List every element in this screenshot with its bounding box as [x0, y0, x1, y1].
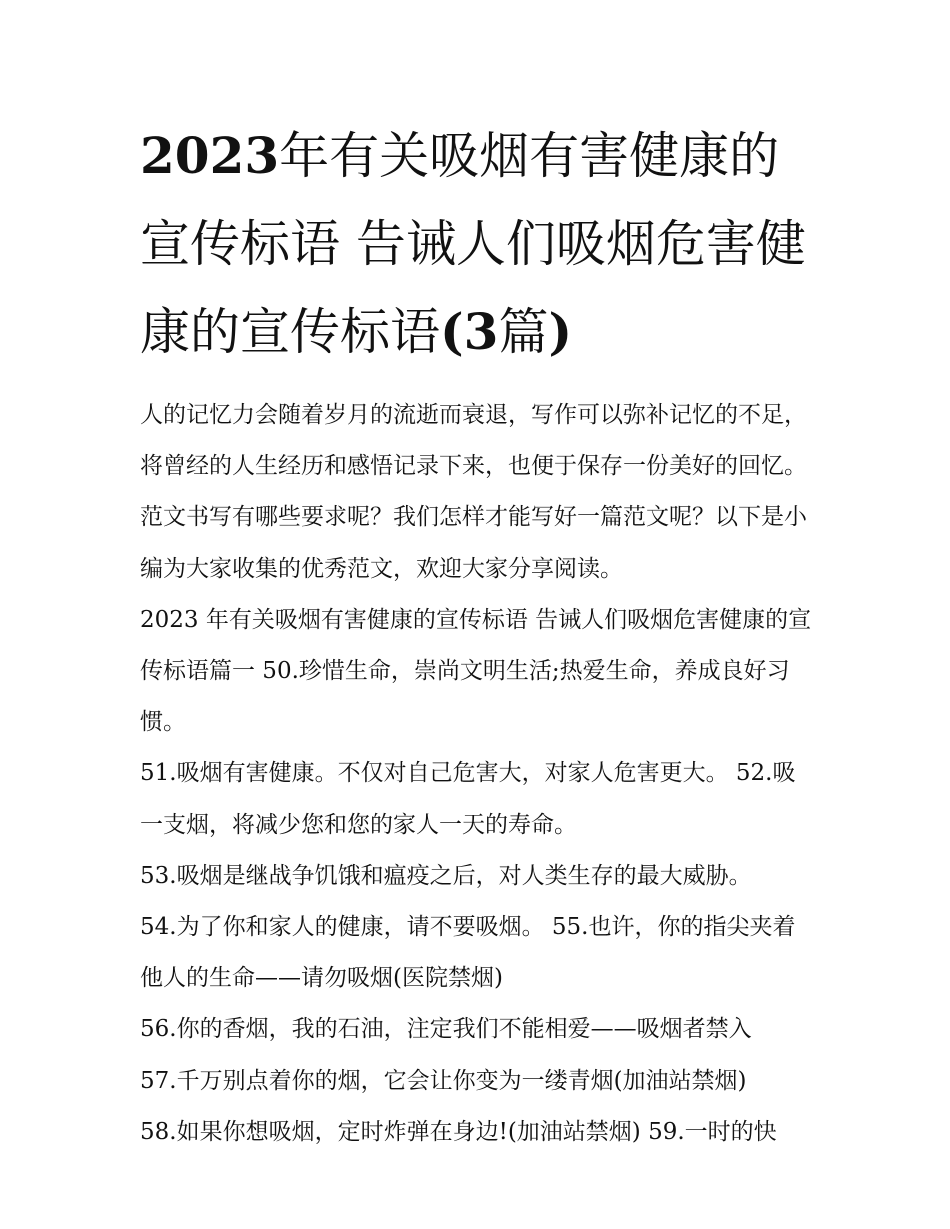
title-year: 2023	[140, 126, 280, 185]
paragraph-slogan-56: 56.你的香烟，我的石油，注定我们不能相爱——吸烟者禁入	[140, 1016, 752, 1043]
title-unit: 篇	[498, 303, 549, 361]
title-close: )	[548, 302, 573, 361]
document-page	[140, 112, 816, 1158]
title-text: 年有关吸烟有害健康的宣传标语 告诫人们吸烟危害健康的宣传标语	[140, 127, 806, 361]
title-count: (3	[440, 302, 499, 361]
paragraph-section-one: 2023 年有关吸烟有害健康的宣传标语 告诫人们吸烟危害健康的宣传标语篇一 50.珍惜生命，崇尚文明生活;热爱生命，养成良好习惯。	[140, 606, 812, 736]
paragraph-slogan-53: 53.吸烟是继战争饥饿和瘟疫之后，对人类生存的最大威胁。	[140, 862, 752, 889]
paragraph-intro: 人的记忆力会随着岁月的流逝而衰退，写作可以弥补记忆的不足，将曾经的人生经历和感悟记录下来，也便于保存一份美好的回忆。范文书写有哪些要求呢？我们怎样才能写好一篇范文呢？以下是小编为大家收集的优秀范文，欢迎大家分享阅读。	[140, 402, 807, 582]
document-body	[140, 390, 816, 1158]
paragraph-slogan-54-55: 54.为了你和家人的健康，请不要吸烟。 55.也许，你的指尖夹着他人的生命——请勿吸烟(医院禁烟)	[140, 914, 796, 992]
paragraph-slogan-51-52: 51.吸烟有害健康。不仅对自己危害大，对家人危害更大。 52.吸一支烟，将减少您和您的家人一天的寿命。	[140, 760, 796, 838]
document-title	[140, 112, 816, 376]
paragraph-slogan-57: 57.千万别点着你的烟，它会让你变为一缕青烟(加油站禁烟)	[140, 1067, 747, 1094]
paragraph-slogan-58-59: 58.如果你想吸烟，定时炸弹在身边!(加油站禁烟) 59.一时的快	[140, 1118, 777, 1145]
